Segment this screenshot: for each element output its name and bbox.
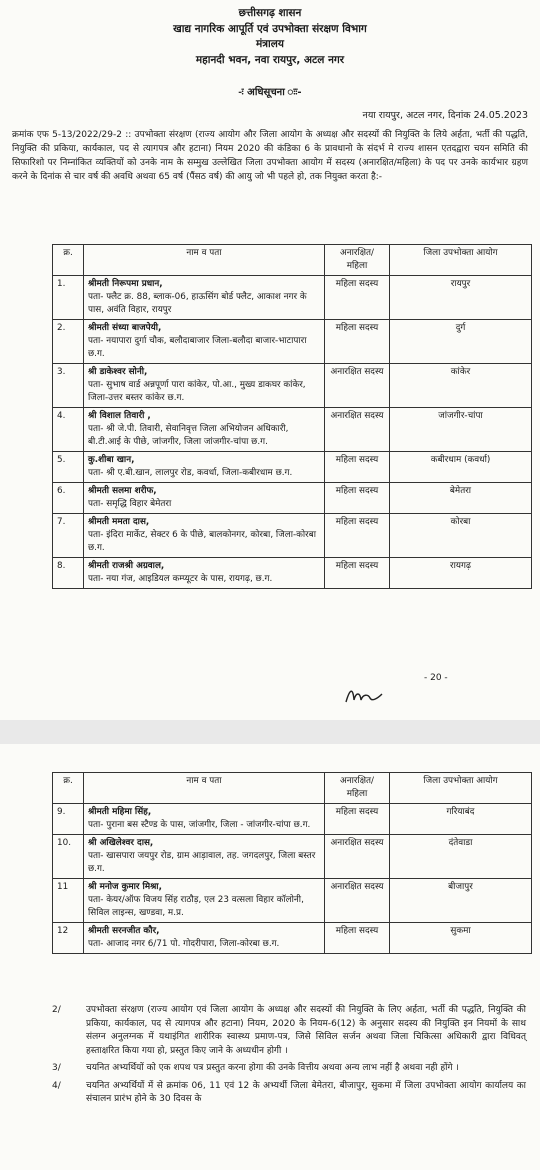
intro-paragraph: क्रमांक एफ 5-13/2022/29-2 :: उपभोक्ता संरक्षण (राज्य आयोग और जिला आयोग के अध्यक्ष और सदस्यों की नियुक्ति के लिये अर्हता, भर्ती की पद्धति, नियुक्ति की प्रकिया, कार्यकाल, पद से त्यागपत्र और हटाना) नियम 2020 की कंडिका 6 के प्रावधानो के संदर्भ मे राज्य शासन एतदद्वारा चयन समिति की सिफारिशो पर निम्नांकित व्यक्तियों को उनके नाम के सम्मुख उल्लेखित जिला उपभोक्ता आयोग में सदस्य (अनारक्षित/महिला) के पद पर उनके कार्यभार ग्रहण करने के दिनांक से चार वर्ष की अवधि अथवा 65 वर्ष (पैंसठ वर्ष) की आयु जो भी पहले हो, तक नियुक्त करता है:-	[12, 130, 528, 182]
table-row	[53, 514, 532, 558]
clause-text: चयनित अभ्यर्थियों में से क्रमांक 06, 11 एवं 12 के अभ्यर्थी जिला बेमेतरा, बीजापुर, सुकमा में जिला उपभोक्ता आयोग कार्यालय का संचालन प्रारंभ होने के 30 दिवस के	[86, 1080, 526, 1104]
appointee-cell	[84, 483, 325, 514]
appointee-name: श्रीमती संध्या बाजपेयी,	[88, 323, 162, 333]
appointee-name: श्री विशाल तिवारी ,	[88, 411, 151, 421]
table-header-row	[53, 773, 532, 804]
row-number: 3.	[53, 364, 84, 408]
appointee-name: श्री मनोज कुमार मिश्रा,	[88, 882, 162, 892]
row-number: 5.	[53, 452, 84, 483]
appointee-cell	[84, 408, 325, 452]
table-header-row	[53, 245, 532, 276]
category-cell: महिला सदस्य	[325, 276, 390, 320]
category-cell: महिला सदस्य	[325, 452, 390, 483]
clause-number: 2/	[52, 1005, 61, 1015]
col-district: जिला उपभोक्ता आयोग	[390, 773, 532, 804]
appointee-cell	[84, 514, 325, 558]
table-row	[53, 835, 532, 879]
category-cell: अनारक्षित सदस्य	[325, 408, 390, 452]
category-cell: महिला सदस्य	[325, 514, 390, 558]
row-number: 4.	[53, 408, 84, 452]
appointee-address: पता- नयापारा दुर्गा चौक, बलौदाबाजार जिला-बलौदा बाजार-भाटापारा छ.ग.	[88, 336, 307, 359]
row-number: 10.	[53, 835, 84, 879]
col-name: नाम व पता	[84, 773, 325, 804]
row-number: 8.	[53, 558, 84, 589]
table-row	[53, 364, 532, 408]
clause-number: 3/	[52, 1063, 61, 1073]
appointee-cell	[84, 558, 325, 589]
col-district: जिला उपभोक्ता आयोग	[390, 245, 532, 276]
appointee-name: श्री डाकेश्वर सोनी,	[88, 367, 148, 377]
category-cell: महिला सदस्य	[325, 923, 390, 954]
district-cell: रायगढ़	[390, 558, 532, 589]
col-category: अनारक्षित/ महिला	[325, 773, 390, 804]
category-cell: महिला सदस्य	[325, 558, 390, 589]
appointee-name: श्री अखिलेश्वर दास,	[88, 838, 154, 848]
signature-mark	[344, 686, 384, 706]
table-row	[53, 320, 532, 364]
appointees-table-1	[52, 244, 532, 589]
district-cell: दुर्ग	[390, 320, 532, 364]
category-cell: अनारक्षित सदस्य	[325, 835, 390, 879]
category-cell: अनारक्षित सदस्य	[325, 364, 390, 408]
document-page-2	[0, 744, 540, 1170]
office-address: महानदी भवन, नवा रायपुर, अटल नगर	[195, 53, 345, 66]
category-cell: महिला सदस्य	[325, 804, 390, 835]
table-row	[53, 276, 532, 320]
appointee-cell	[84, 364, 325, 408]
letterhead	[0, 6, 540, 68]
clause-text: उपभोक्ता संरक्षण (राज्य आयोग एवं जिला आयोग के अध्यक्ष और सदस्यों की नियुक्ति के लिए अर्हता, भर्ती की पद्धति, नियुक्ति की प्रकिया, कार्यकाल, पद से त्यागपत्र और हटाना) नियम, 2020 के नियम-6(12) के अनुसार सदस्य की नियुक्ति इन नियमों के साथ संलग्न अनुलग्नक में यथाइंगित शारीरिक स्वास्थ्य प्रमाण-पत्र, जिसे सिविल सर्जन अथवा जिला चिकित्सा अधिकारी द्वारा विधिवत् हस्ताक्षरित किया गया हो, प्रस्तुत किए जाने के अध्यधीन होगी ।	[86, 1005, 526, 1056]
appointee-cell	[84, 879, 325, 923]
ministry-name: मंत्रालय	[255, 38, 284, 50]
row-number: 1.	[53, 276, 84, 320]
table-row	[53, 804, 532, 835]
page-number: - 20 -	[424, 673, 448, 683]
district-cell: जांजगीर-चांपा	[390, 408, 532, 452]
govt-name: छत्तीसगढ़ शासन	[238, 7, 302, 19]
appointees-table-2	[52, 772, 532, 954]
row-number: 7.	[53, 514, 84, 558]
district-cell: कबीरधाम (कवर्धा)	[390, 452, 532, 483]
appointee-address: पता- श्री जे.पी. तिवारी, सेवानिवृत्त जिला अभियोजन अधिकारी, बी.टी.आई के पीछे, जांजगीर, जिला जांजगीर-चांपा छ.ग.	[88, 424, 289, 447]
district-cell: गरियाबंद	[390, 804, 532, 835]
clause-number: 4/	[52, 1080, 61, 1091]
row-number: 6.	[53, 483, 84, 514]
district-cell: सुकमा	[390, 923, 532, 954]
row-number: 9.	[53, 804, 84, 835]
appointee-address: पता- सुभाष वार्ड अन्नपूर्णा पारा कांकेर, पो.आ., मुख्य डाकघर कांकेर, जिला-उत्तर बस्तर कांकेर छ.ग.	[88, 380, 306, 403]
appointee-cell	[84, 276, 325, 320]
category-cell: महिला सदस्य	[325, 483, 390, 514]
clauses	[52, 1004, 526, 1111]
district-cell: दंतेवाडा	[390, 835, 532, 879]
table-row	[53, 923, 532, 954]
appointee-cell	[84, 835, 325, 879]
appointee-address: पता- श्री ए.बी.खान, लालपुर रोड, कवर्धा, जिला-कबीरधाम छ.ग.	[88, 468, 293, 478]
appointee-name: श्रीमती महिमा सिंह,	[88, 807, 152, 817]
appointee-name: श्रीमती ममता दास,	[88, 517, 150, 527]
col-category: अनारक्षित/ महिला	[325, 245, 390, 276]
row-number: 11	[53, 879, 84, 923]
appointee-name: श्रीमती सरनजीत कौर,	[88, 926, 160, 936]
clause-4	[52, 1080, 526, 1107]
appointee-address: पता- पुराना बस स्टैण्ड के पास, जांजगीर, जिला - जांजगीर-चांपा छ.ग.	[88, 820, 311, 830]
district-cell: कोरबा	[390, 514, 532, 558]
category-cell: महिला सदस्य	[325, 320, 390, 364]
district-cell: रायपुर	[390, 276, 532, 320]
appointee-address: पता- इंदिरा मार्केट, सेक्टर 6 के पीछे, बालकोनगर, कोरबा, जिला-कोरबा छ.ग.	[88, 530, 317, 553]
date-line: नया रायपुर, अटल नगर, दिनांक 24.05.2023	[362, 110, 528, 121]
table-row	[53, 483, 532, 514]
district-cell: कांकेर	[390, 364, 532, 408]
appointee-name: श्रीमती सलमा शरीफ,	[88, 486, 157, 496]
table-row	[53, 558, 532, 589]
appointee-cell	[84, 320, 325, 364]
department-name: खाद्य नागरिक आपूर्ति एवं उपभोक्ता संरक्षण विभाग	[173, 22, 367, 35]
table-row	[53, 452, 532, 483]
col-num: क्र.	[53, 773, 84, 804]
district-cell: बेमेतरा	[390, 483, 532, 514]
appointee-cell	[84, 923, 325, 954]
notification-title: -ः अधिसूचना ःः-	[238, 87, 302, 98]
appointee-name: श्रीमती निरूपमा प्रधान,	[88, 279, 163, 289]
appointee-cell	[84, 804, 325, 835]
clause-text: चयनित अभ्यर्थियों को एक शपथ पत्र प्रस्तुत करना होगा की उनके वित्तीय अथवा अन्य लाभ नहीं है अथवा नही होंगे ।	[86, 1063, 459, 1073]
appointee-address: पता- नया गंज, आइडियल कम्प्यूटर के पास, रायगढ़, छ.ग.	[88, 574, 273, 584]
row-number: 2.	[53, 320, 84, 364]
district-cell: बीजापुर	[390, 879, 532, 923]
appointee-name: कु.शीबा खान,	[88, 455, 135, 465]
clause-2	[52, 1004, 526, 1058]
appointee-address: पता- खासपारा जयपुर रोड, ग्राम आड़ावाल, तह. जगदलपुर, जिला बस्तर छ.ग.	[88, 851, 316, 874]
appointee-address: पता- समृद्धि विहार बेमेतरा	[88, 499, 172, 509]
col-name: नाम व पता	[84, 245, 325, 276]
appointee-address: पता- फ्लैट क्र. 88, ब्लाक-06, हाऊसिंग बोर्ड फ्लैट, आकाश नगर के पास, अवंति विहार, रायपुर	[88, 292, 307, 315]
appointee-address: पता- केयर/ऑफ विजय सिंह राठौड़, एल 23 वत्सला विहार कॉलोनी, सिविल लाइन्स, खण्डवा, म.प्र.	[88, 895, 304, 918]
table-row	[53, 879, 532, 923]
category-cell: अनारक्षित सदस्य	[325, 879, 390, 923]
row-number: 12	[53, 923, 84, 954]
appointee-address: पता- आजाद नगर 6/71 पो. गोदरीपारा, जिला-कोरबा छ.ग.	[88, 939, 280, 949]
appointee-name: श्रीमती राजश्री अग्रवाल,	[88, 561, 165, 571]
col-num: क्र.	[53, 245, 84, 276]
appointee-cell	[84, 452, 325, 483]
table-row	[53, 408, 532, 452]
clause-3	[52, 1062, 526, 1076]
